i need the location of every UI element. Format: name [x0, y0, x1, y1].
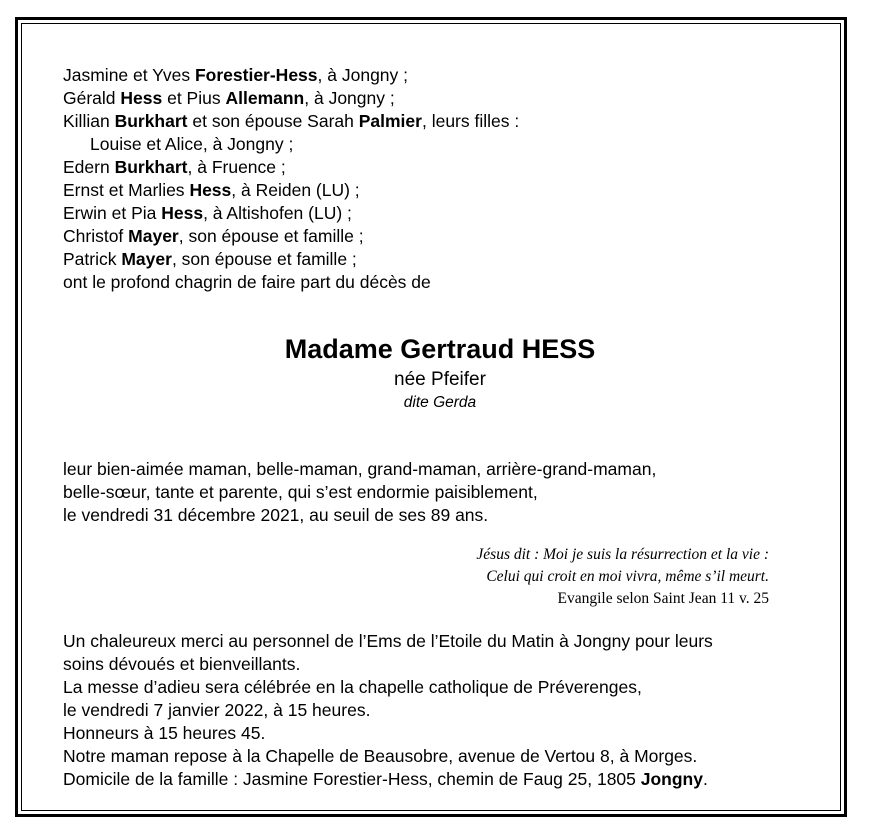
closing-line — [63, 745, 697, 767]
family-line — [63, 110, 519, 132]
surname-bold: Burkhart — [114, 157, 188, 177]
text-segment: Domicile de la famille : Jasmine Forestier-Hess, chemin de Faug 25, 1805 — [63, 769, 641, 789]
text-segment: , son épouse et famille ; — [171, 249, 357, 269]
surname-bold: Jongny — [640, 769, 703, 789]
text-segment: Patrick — [63, 249, 122, 269]
family-line — [90, 133, 293, 155]
surname-bold: Hess — [189, 180, 232, 200]
text-segment: et son épouse Sarah — [187, 111, 359, 131]
surname-bold: Allemann — [225, 88, 305, 108]
text-segment: Louise et Alice, à Jongny ; — [90, 134, 294, 154]
text-segment: et Pius — [162, 88, 226, 108]
closing-line — [63, 768, 708, 790]
tribute-line: belle-sœur, tante et parente, qui s’est endormie paisiblement, — [63, 482, 538, 502]
surname-bold: Hess — [120, 88, 163, 108]
closing-line — [63, 653, 300, 675]
announcement-line — [63, 271, 431, 293]
death-notice — [21, 23, 841, 811]
surname-bold: Hess — [161, 203, 204, 223]
text-segment: Honneurs à 15 heures 45. — [63, 723, 266, 743]
text-segment: , leurs filles : — [421, 111, 520, 131]
text-segment: , à Jongny ; — [304, 88, 395, 108]
surname-bold: Palmier — [358, 111, 422, 131]
quote-line: Jésus dit : Moi je suis la résurrection et la vie : — [476, 546, 769, 563]
text-segment: ont le profond chagrin de faire part du décès de — [63, 272, 431, 292]
family-line — [63, 225, 364, 247]
family-line — [63, 202, 352, 224]
maiden-name: née Pfeifer — [394, 369, 486, 390]
text-segment: soins dévoués et bienveillants. — [63, 654, 301, 674]
text-segment: Christof — [63, 226, 129, 246]
surname-bold: Mayer — [128, 226, 179, 246]
family-line — [63, 248, 357, 270]
text-segment: La messe d’adieu sera célébrée en la chapelle catholique de Préverenges, — [63, 677, 642, 697]
text-segment: Killian — [63, 111, 115, 131]
text-segment: Gérald — [63, 88, 121, 108]
text-segment: le vendredi 7 janvier 2022, à 15 heures. — [63, 700, 371, 720]
text-segment: , son épouse et famille ; — [178, 226, 364, 246]
text-segment: Erwin et Pia — [63, 203, 162, 223]
closing-line — [63, 630, 713, 652]
tribute-line: le vendredi 31 décembre 2021, au seuil de ses 89 ans. — [63, 505, 489, 525]
tribute-line: leur bien-aimée maman, belle-maman, grand-maman, arrière-grand-maman, — [63, 459, 657, 479]
text-segment: , à Altishofen (LU) ; — [203, 203, 352, 223]
surname-bold: Mayer — [121, 249, 172, 269]
closing-line — [63, 676, 642, 698]
quote-line: Celui qui croit en moi vivra, même s’il meurt. — [486, 568, 769, 585]
family-line — [63, 87, 395, 109]
text-segment: Un chaleureux merci au personnel de l’Ems de l’Etoile du Matin à Jongny pour leurs — [63, 631, 713, 651]
text-segment: Notre maman repose à la Chapelle de Beausobre, avenue de Vertou 8, à Morges. — [63, 746, 698, 766]
surname-bold: Forestier-Hess — [194, 65, 318, 85]
closing-line — [63, 699, 370, 721]
text-segment: , à Jongny ; — [317, 65, 409, 85]
deceased-name: Madame Gertraud HESS — [284, 334, 596, 364]
closing-line — [63, 722, 265, 744]
text-segment: . — [702, 769, 708, 789]
text-segment: , à Reiden (LU) ; — [231, 180, 360, 200]
nickname: dite Gerda — [403, 394, 477, 411]
text-segment: Edern — [63, 157, 115, 177]
notice-outer-border — [15, 17, 847, 817]
family-line — [63, 156, 286, 178]
family-line — [63, 179, 360, 201]
quote-source: Evangile selon Saint Jean 11 v. 25 — [557, 590, 769, 607]
text-segment: Ernst et Marlies — [63, 180, 190, 200]
family-line — [63, 64, 408, 86]
surname-bold: Burkhart — [114, 111, 188, 131]
text-segment: Jasmine et Yves — [63, 65, 195, 85]
text-segment: , à Fruence ; — [187, 157, 286, 177]
